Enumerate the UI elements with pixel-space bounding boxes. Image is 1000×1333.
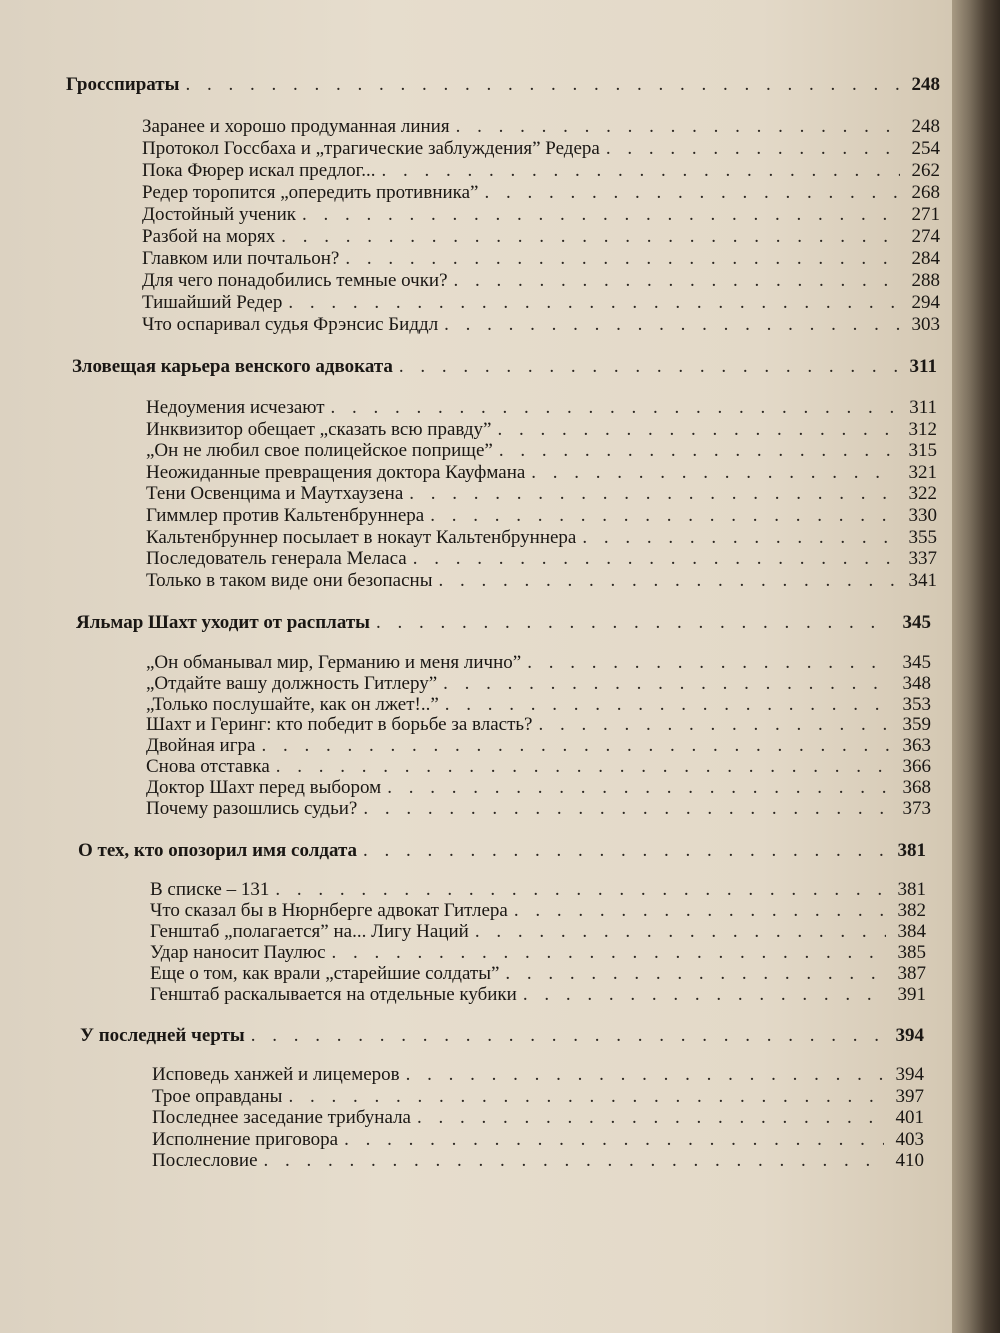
toc-section-entry — [146, 777, 931, 799]
page-number: 330 — [908, 505, 937, 526]
section-title: В списке – 131 — [150, 879, 270, 900]
page-number: 348 — [902, 673, 931, 694]
page-number: 381 — [897, 840, 926, 861]
toc-section-entry — [142, 182, 940, 204]
page-number: 248 — [911, 116, 940, 137]
page-number: 403 — [895, 1129, 924, 1150]
dot-leader — [475, 921, 886, 943]
toc-section-entry — [142, 314, 940, 336]
section-title: Тишайший Редер — [142, 292, 283, 313]
toc-section-entry — [150, 984, 926, 1006]
toc-section-entry — [146, 673, 931, 695]
chapter-title: У последней черты — [80, 1025, 245, 1046]
page-number: 284 — [911, 248, 940, 269]
dot-leader — [497, 419, 897, 441]
section-title: Тени Освенцима и Маутхаузена — [146, 483, 404, 504]
chapter-title: Зловещая карьера венского адвоката — [72, 356, 393, 377]
toc-section-entry — [142, 160, 940, 182]
section-title: Разбой на морях — [142, 226, 276, 247]
section-title: Гиммлер против Кальтенбруннера — [146, 505, 425, 526]
toc-section-entry — [150, 921, 926, 943]
dot-leader — [376, 612, 891, 634]
section-title: Достойный ученик — [142, 204, 296, 225]
page-number: 355 — [908, 527, 937, 548]
dot-leader — [606, 138, 900, 160]
dot-leader — [281, 226, 900, 248]
page-number: 394 — [895, 1025, 924, 1046]
toc-chapter-entry — [78, 840, 926, 862]
dot-leader — [444, 314, 900, 336]
section-title: Трое оправданы — [152, 1086, 283, 1107]
toc-chapter-entry — [72, 356, 937, 378]
page-number: 337 — [908, 548, 937, 569]
chapter-title: Гросспираты — [66, 74, 180, 95]
dot-leader — [363, 840, 886, 862]
page-number: 303 — [911, 314, 940, 335]
section-title: Инквизитор обещает „сказать всю правду” — [146, 419, 492, 440]
page-number: 384 — [897, 921, 926, 942]
toc-section-entry — [152, 1129, 924, 1151]
toc-section-entry — [150, 942, 926, 964]
page-number: 391 — [897, 984, 926, 1005]
section-title: Еще о том, как врали „старейшие солдаты” — [150, 963, 500, 984]
section-title: Генштаб „полагается” на... Лигу Наций — [150, 921, 469, 942]
page-number: 381 — [897, 879, 926, 900]
dot-leader — [484, 182, 900, 204]
dot-leader — [387, 777, 891, 799]
section-title: Для чего понадобились темные очки? — [142, 270, 448, 291]
dot-leader — [264, 1150, 884, 1172]
dot-leader — [531, 462, 897, 484]
dot-leader — [499, 440, 897, 462]
toc-section-entry — [146, 798, 931, 820]
toc-section-entry — [142, 292, 940, 314]
page-number: 401 — [895, 1107, 924, 1128]
toc-section-entry — [146, 527, 937, 549]
section-title: „Он обманывал мир, Германию и меня лично” — [146, 652, 522, 673]
toc-section-entry — [150, 900, 926, 922]
dot-leader — [251, 1025, 884, 1047]
section-title: Главком или почтальон? — [142, 248, 340, 269]
dot-leader — [523, 984, 886, 1006]
dot-leader — [417, 1107, 884, 1129]
page-number: 387 — [897, 963, 926, 984]
page-number: 312 — [908, 419, 937, 440]
dot-leader — [413, 548, 897, 570]
toc-section-entry — [142, 116, 940, 138]
dot-leader — [399, 356, 897, 378]
dot-leader — [527, 652, 891, 674]
page-number: 410 — [895, 1150, 924, 1171]
dot-leader — [288, 1086, 884, 1108]
section-title: Только в таком виде они безопасны — [146, 570, 433, 591]
dot-leader — [454, 270, 900, 292]
page-number: 315 — [908, 440, 937, 461]
page-number: 353 — [902, 694, 931, 715]
page-edge-shadow — [952, 0, 1000, 1333]
dot-leader — [438, 570, 897, 592]
page-number: 268 — [911, 182, 940, 203]
page-number: 385 — [897, 942, 926, 963]
page-number: 341 — [908, 570, 937, 591]
page-number: 254 — [911, 138, 940, 159]
section-title: Редер торопится „опередить противника” — [142, 182, 479, 203]
toc-section-entry — [146, 756, 931, 778]
dot-leader — [275, 879, 886, 901]
toc-section-entry — [142, 270, 940, 292]
page-number: 288 — [911, 270, 940, 291]
dot-leader — [185, 74, 900, 96]
section-title: Почему разошлись судьи? — [146, 798, 358, 819]
page-number: 345 — [902, 612, 931, 633]
page-number: 311 — [909, 356, 937, 377]
section-title: Что сказал бы в Нюрнберге адвокат Гитлера — [150, 900, 508, 921]
dot-leader — [409, 483, 897, 505]
dot-leader — [514, 900, 886, 922]
toc-section-entry — [146, 397, 937, 419]
toc-chapter-entry — [66, 74, 940, 96]
section-title: „Отдайте вашу должность Гитлеру” — [146, 673, 438, 694]
toc-section-entry — [146, 714, 931, 736]
page-number: 271 — [911, 204, 940, 225]
dot-leader — [406, 1064, 884, 1086]
section-title: Послесловие — [152, 1150, 258, 1171]
page-number: 274 — [911, 226, 940, 247]
toc-section-entry — [152, 1086, 924, 1108]
page-number: 363 — [902, 735, 931, 756]
section-title: Доктор Шахт перед выбором — [146, 777, 382, 798]
dot-leader — [345, 248, 900, 270]
section-title: Пока Фюрер искал предлог... — [142, 160, 376, 181]
dot-leader — [456, 116, 900, 138]
toc-section-entry — [152, 1150, 924, 1172]
dot-leader — [430, 505, 897, 527]
toc-section-entry — [146, 505, 937, 527]
dot-leader — [288, 292, 900, 314]
chapter-title: О тех, кто опозорил имя солдата — [78, 840, 358, 861]
section-title: Недоумения исчезают — [146, 397, 325, 418]
page-number: 294 — [911, 292, 940, 313]
chapter-title: Яльмар Шахт уходит от расплаты — [76, 612, 371, 633]
toc-chapter-entry — [80, 1025, 924, 1047]
page-number: 345 — [902, 652, 931, 673]
toc-section-entry — [146, 735, 931, 757]
toc-section-entry — [146, 440, 937, 462]
toc-section-entry — [142, 138, 940, 160]
section-title: Исповедь ханжей и лицемеров — [152, 1064, 400, 1085]
page-number: 382 — [897, 900, 926, 921]
section-title: Последнее заседание трибунала — [152, 1107, 411, 1128]
toc-section-entry — [142, 204, 940, 226]
dot-leader — [332, 942, 887, 964]
dot-leader — [344, 1129, 884, 1151]
section-title: „Только послушайте, как он лжет!..” — [146, 694, 439, 715]
toc-chapter-entry — [76, 612, 931, 634]
dot-leader — [382, 160, 900, 182]
toc-section-entry — [152, 1107, 924, 1129]
toc-section-entry — [146, 462, 937, 484]
section-title: Снова отставка — [146, 756, 270, 777]
page-number: 373 — [902, 798, 931, 819]
section-title: Шахт и Геринг: кто победит в борьбе за власть? — [146, 714, 533, 735]
toc-section-entry — [146, 694, 931, 716]
page-number: 368 — [902, 777, 931, 798]
dot-leader — [302, 204, 900, 226]
dot-leader — [445, 694, 891, 716]
dot-leader — [363, 798, 891, 820]
dot-leader — [261, 735, 891, 757]
page-number: 322 — [908, 483, 937, 504]
toc-section-entry — [146, 548, 937, 570]
toc-section-entry — [150, 879, 926, 901]
section-title: Заранее и хорошо продуманная линия — [142, 116, 450, 137]
toc-section-entry — [150, 963, 926, 985]
page-number: 262 — [911, 160, 940, 181]
page-number: 394 — [895, 1064, 924, 1085]
section-title: Двойная игра — [146, 735, 256, 756]
page-number: 321 — [908, 462, 937, 483]
section-title: Удар наносит Паулюс — [150, 942, 326, 963]
dot-leader — [331, 397, 897, 419]
dot-leader — [505, 963, 886, 985]
section-title: Неожиданные превращения доктора Кауфмана — [146, 462, 526, 483]
toc-section-entry — [146, 483, 937, 505]
dot-leader — [276, 756, 891, 778]
section-title: Кальтенбруннер посылает в нокаут Кальтенбруннера — [146, 527, 577, 548]
toc-section-entry — [152, 1064, 924, 1086]
toc-section-entry — [146, 419, 937, 441]
toc-section-entry — [142, 248, 940, 270]
section-title: Что оспаривал судья Фрэнсис Биддл — [142, 314, 439, 335]
dot-leader — [582, 527, 897, 549]
section-title: „Он не любил свое полицейское поприще” — [146, 440, 493, 461]
page-number: 397 — [895, 1086, 924, 1107]
page-number: 248 — [911, 74, 940, 95]
section-title: Протокол Госсбаха и „трагические заблуждения” Редера — [142, 138, 600, 159]
toc-section-entry — [146, 570, 937, 592]
section-title: Последователь генерала Меласа — [146, 548, 407, 569]
toc-section-entry — [142, 226, 940, 248]
section-title: Генштаб раскалывается на отдельные кубики — [150, 984, 517, 1005]
page-number: 359 — [902, 714, 931, 735]
page-number: 311 — [909, 397, 937, 418]
section-title: Исполнение приговора — [152, 1129, 339, 1150]
page-number: 366 — [902, 756, 931, 777]
dot-leader — [443, 673, 891, 695]
toc-section-entry — [146, 652, 931, 674]
dot-leader — [538, 714, 891, 736]
